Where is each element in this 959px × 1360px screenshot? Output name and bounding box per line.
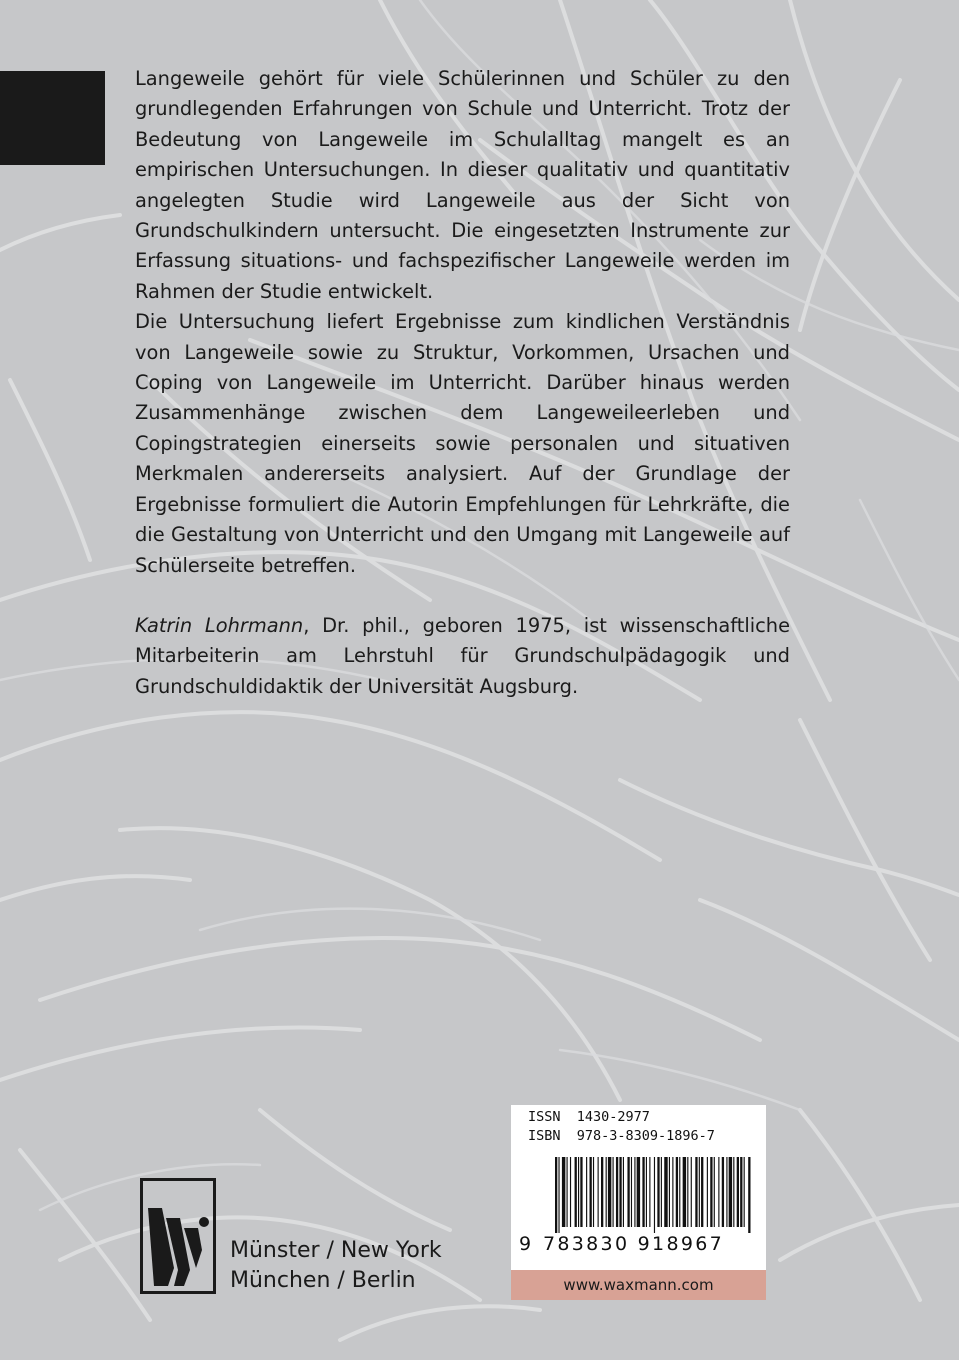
barcode-bar <box>669 1157 670 1227</box>
black-corner-tab <box>0 71 105 165</box>
barcode-bar <box>679 1157 680 1227</box>
barcode-bar <box>558 1157 559 1233</box>
barcode-bar <box>613 1157 614 1227</box>
barcode-bar <box>637 1157 640 1227</box>
publisher-cities-line-1: Münster / New York <box>230 1238 442 1263</box>
barcode-bar <box>664 1157 667 1227</box>
barcode-bar <box>718 1157 719 1227</box>
barcode-digit-groups: 783830 918967 <box>543 1233 724 1255</box>
barcode-bar <box>672 1157 673 1227</box>
barcode-bar <box>627 1157 629 1227</box>
barcode-bar <box>616 1157 618 1227</box>
barcode-bar <box>691 1157 692 1227</box>
barcode-bar <box>710 1157 712 1227</box>
barcode-bar <box>575 1157 577 1227</box>
barcode-bar <box>733 1157 734 1227</box>
author-bio <box>135 611 790 702</box>
barcode-bar <box>642 1157 644 1227</box>
barcode-bar <box>707 1157 708 1227</box>
blurb-paragraph-2: Die Untersuchung liefert Ergebnisse zum kindlichen Verständnis von Langeweile sowie zu Struktur, Vorkommen, Ursachen und Coping von Langeweile im Unterricht. Darüber hinaus werden Zusammenhänge zwischen dem Langeweileerleben und Copingstrategien einerseits sowie personalen und situativen Merkmalen andererseits analysiert. Auf der Grundlage der Ergebnisse formuliert die Autorin Empfehlungen für Lehrkräfte, die die Gestaltung von Unterricht und den Umgang mit Langeweile auf Schülerseite betreffen. <box>135 310 790 577</box>
barcode-bar <box>657 1157 659 1227</box>
barcode-bar <box>570 1157 571 1227</box>
barcode-bar <box>748 1157 750 1233</box>
barcode-bar <box>586 1157 587 1227</box>
barcode-bar <box>683 1157 686 1227</box>
barcode-bar <box>567 1157 568 1227</box>
barcode-bar <box>634 1157 635 1227</box>
barcode-bar <box>661 1157 662 1227</box>
barcode-bar <box>619 1157 621 1227</box>
barcode-bar <box>722 1157 724 1227</box>
barcode-bar <box>676 1157 678 1227</box>
barcode-bar <box>601 1157 603 1227</box>
back-cover-blurb <box>135 64 790 702</box>
barcode-bar <box>598 1157 599 1227</box>
author-bio-text: , Dr. phil., geboren 1975, ist wissenschaftliche Mitarbeiterin am Lehrstuhl für Grundschulpädagogik und Grundschuldidaktik der Universität Augsburg. <box>135 613 791 698</box>
barcode-bar <box>695 1157 697 1227</box>
barcode-bar <box>699 1157 700 1227</box>
barcode-bar <box>729 1157 732 1227</box>
issn-number: ISSN 1430-2977 <box>528 1109 650 1125</box>
barcode-bar <box>623 1157 624 1227</box>
barcode-bar <box>726 1157 727 1227</box>
barcode-bar <box>687 1157 688 1227</box>
barcode-bar <box>649 1157 650 1227</box>
barcode-first-digit: 9 <box>519 1233 533 1255</box>
barcode-bar <box>593 1157 594 1227</box>
publisher-website[interactable]: www.waxmann.com <box>511 1270 766 1300</box>
waxmann-w-logo-icon <box>140 1178 216 1294</box>
barcode-bar <box>590 1157 592 1227</box>
barcode-bar <box>608 1157 611 1227</box>
barcode-bar <box>714 1157 715 1227</box>
barcode-bar <box>631 1157 632 1227</box>
barcode-bar <box>740 1157 742 1227</box>
barcode-bar <box>562 1157 565 1227</box>
barcode-bar <box>744 1157 745 1227</box>
barcode-bar <box>737 1157 739 1227</box>
blurb-paragraph-1: Langeweile gehört für viele Schülerinnen und Schüler zu den grundlegenden Erfahrungen von Schule und Unterricht. Trotz der Bedeutung von Langeweile im Schulalltag mangelt es an empirischen Untersuchungen. In dieser qualitativ und quantitativ angelegten Studie wird Langeweile aus der Sicht von Grundschulkindern untersucht. Die eingesetzten Instrumente zur Erfassung situations- und fachspezifischer Langeweile werden im Rahmen der Studie entwickelt. <box>135 67 790 303</box>
barcode-bar <box>654 1157 655 1233</box>
barcode-bar <box>646 1157 647 1227</box>
barcode-bar <box>578 1157 579 1227</box>
barcode-bar <box>606 1157 607 1227</box>
barcode-bar <box>701 1157 703 1227</box>
barcode-bar <box>580 1157 582 1227</box>
isbn-number: ISBN 978-3-8309-1896-7 <box>528 1128 715 1144</box>
isbn-barcode-panel <box>511 1105 766 1300</box>
publisher-cities-line-2: München / Berlin <box>230 1268 416 1293</box>
barcode-bar <box>555 1157 557 1233</box>
author-name: Katrin Lohrmann <box>135 613 304 637</box>
ean-barcode <box>555 1157 751 1233</box>
